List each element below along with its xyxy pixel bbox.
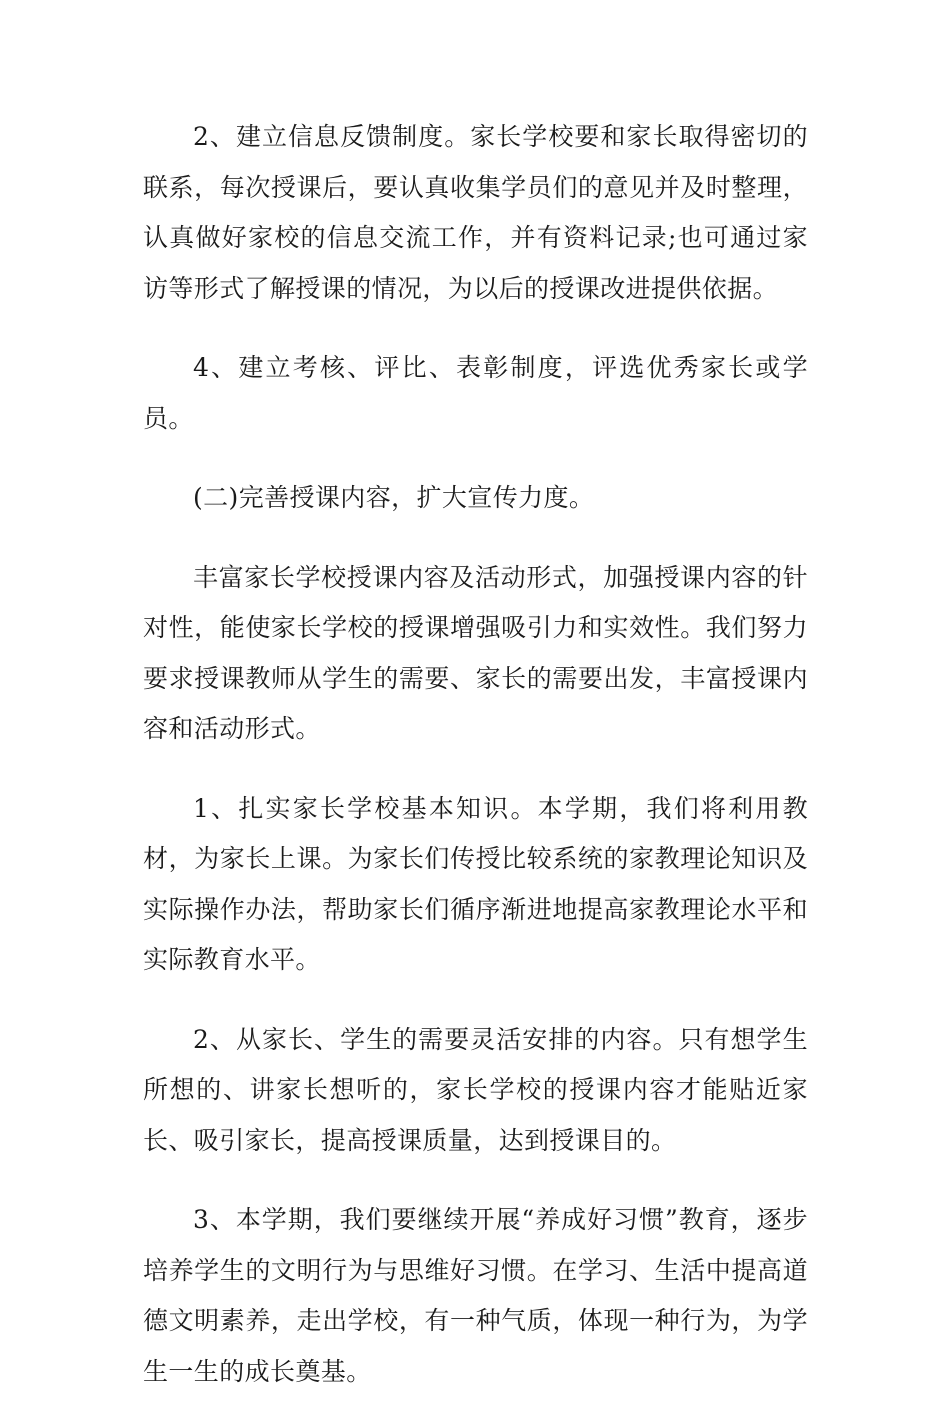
paragraph-good-habits: 3、本学期，我们要继续开展“养成好习惯”教育，逐步培养学生的文明行为与思维好习惯。在学习、生活中提高道德文明素养，走出学校，有一种气质，体现一种行为，为学生一生的成长奠基。 bbox=[143, 1205, 808, 1386]
paragraph-flexible-arrangement: 2、从家长、学生的需要灵活安排的内容。只有想学生所想的、讲家长想听的，家长学校的授课内容才能贴近家长、吸引家长，提高授课质量，达到授课目的。 bbox=[143, 1024, 808, 1155]
section-heading-content: (二)完善授课内容，扩大宣传力度。 bbox=[193, 483, 595, 512]
paragraph-assessment-system: 4、建立考核、评比、表彰制度，评选优秀家长或学员。 bbox=[143, 353, 808, 433]
paragraph-feedback-system: 2、建立信息反馈制度。家长学校要和家长取得密切的联系，每次授课后，要认真收集学员们的意见并及时整理，认真做好家校的信息交流工作，并有资料记录;也可通过家访等形式了解授课的情况，为以后的授课改进提供依据。 bbox=[143, 122, 808, 303]
paragraph-enrich-content: 丰富家长学校授课内容及活动形式，加强授课内容的针对性，能使家长学校的授课增强吸引力和实效性。我们努力要求授课教师从学生的需要、家长的需要出发，丰富授课内容和活动形式。 bbox=[143, 562, 808, 743]
paragraph-basic-knowledge: 1、扎实家长学校基本知识。本学期，我们将利用教材，为家长上课。为家长们传授比较系统的家教理论知识及实际操作办法，帮助家长们循序渐进地提高家教理论水平和实际教育水平。 bbox=[143, 793, 808, 974]
document-body bbox=[143, 112, 808, 1426]
